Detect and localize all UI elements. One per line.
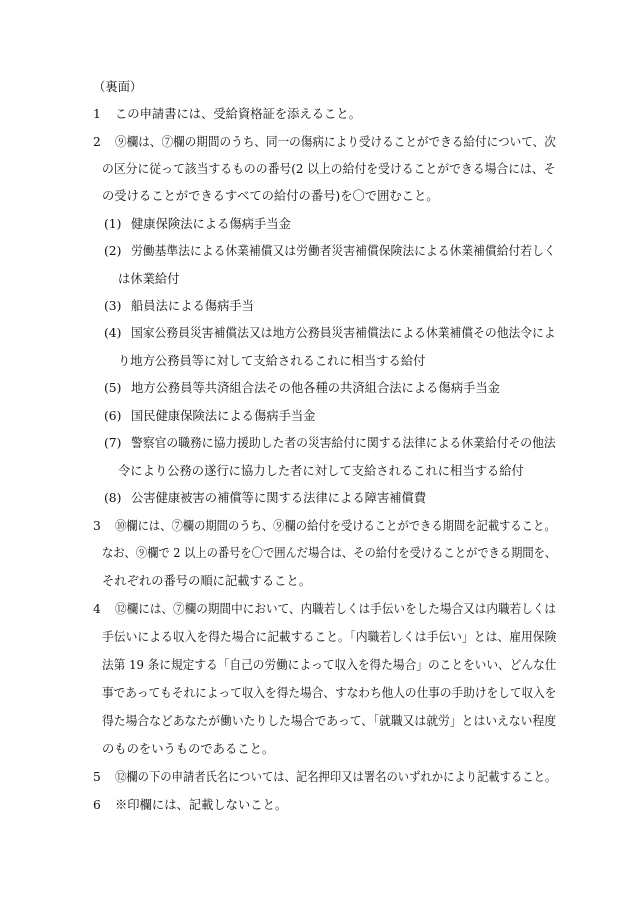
subitem-number: (4) [104,326,122,340]
item-text-line: この申請書には、受給資格証を添えること。 [115,107,361,121]
subitem-text-line: 公害健康被害の補償等に関する法律による障害補償費 [131,491,427,505]
item-text-line: の受けることができるすべての給付の番号)を〇で囲むこと。 [102,189,439,203]
subitem-text-line: り地方公務員等に対して支給されるこれに相当する給付 [118,354,426,368]
item-text-line: なお、⑨欄で 2 以上の番号を〇で囲んだ場合は、その給付を受けることができる期間を、 [102,546,557,560]
item-number: 4 [93,602,101,616]
item-text-line: 事であってもそれによって収入を得た場合、すなわち他人の仕事の手助けをして収入を [102,686,557,700]
item-text-line: 得た場合などあなたが働いたりした場合であって、「就職又は就労」とはいえない程度 [102,714,557,728]
item-text-line: ⑨欄は、⑦欄の期間のうち、同一の傷病により受けることができる給付について、次 [115,135,556,149]
subitem-number: (1) [104,217,122,231]
subitem-text-line: は休業給付 [118,272,180,286]
item-text-line: ※印欄には、記載しないこと。 [115,798,288,812]
item-text-line: ⑩欄には、⑦欄の期間のうち、⑨欄の給付を受けることができる期間を記載すること。 [115,519,556,533]
subitem-number: (7) [104,436,122,450]
subitem-text-line: 国民健康保険法による傷病手当金 [131,409,316,423]
subitem-number: (8) [104,491,122,505]
item-text-line: のものをいうものであること。 [102,742,275,756]
subitem-number: (3) [104,299,122,313]
subitem-text-line: 健康保険法による傷病手当金 [131,217,291,231]
subitem-text-line: 警察官の職務に協力援助した者の災害給付に関する法律による休業給付その他法 [131,436,556,450]
subitem-text-line: 労働基準法による休業補償又は労働者災害補償保険法による休業補償給付若しく [131,244,556,258]
item-text-line: の区分に従って該当するものの番号(2 以上の給付を受けることができる場合には、そ [102,162,556,176]
subitem-text-line: 令により公務の遂行に協力した者に対して支給されるこれに相当する給付 [118,464,524,478]
subitem-text-line: 船員法による傷病手当 [131,299,254,313]
item-text-line: ⑫欄の下の申請者氏名については、記名押印又は署名のいずれかにより記載すること。 [115,770,557,784]
subitem-number: (5) [104,381,122,395]
item-text-line: 法第 19 条に規定する「自己の労働によって収入を得た場合」のことをいい、どんな仕 [102,658,557,672]
item-number: 1 [93,107,101,121]
item-text-line: それぞれの番号の順に記載すること。 [102,574,312,588]
item-number: 3 [93,519,101,533]
item-number: 5 [93,770,101,784]
subitem-text-line: 国家公務員災害補償法又は地方公務員災害補償法による休業補償その他法令によ [131,326,556,340]
item-text-line: 手伝いによる収入を得た場合に記載すること。「内職若しくは手伝い」とは、雇用保険 [102,630,557,644]
subitem-text-line: 地方公務員等共済組合法その他各種の共済組合法による傷病手当金 [131,381,500,395]
subitem-number: (6) [104,409,122,423]
item-text-line: ⑫欄には、⑦欄の期間中において、内職若しくは手伝いをした場合又は内職若しくは [115,602,557,616]
item-number: 2 [93,135,101,149]
item-number: 6 [93,798,101,812]
page-header: （裏面） [93,80,143,94]
subitem-number: (2) [104,244,122,258]
